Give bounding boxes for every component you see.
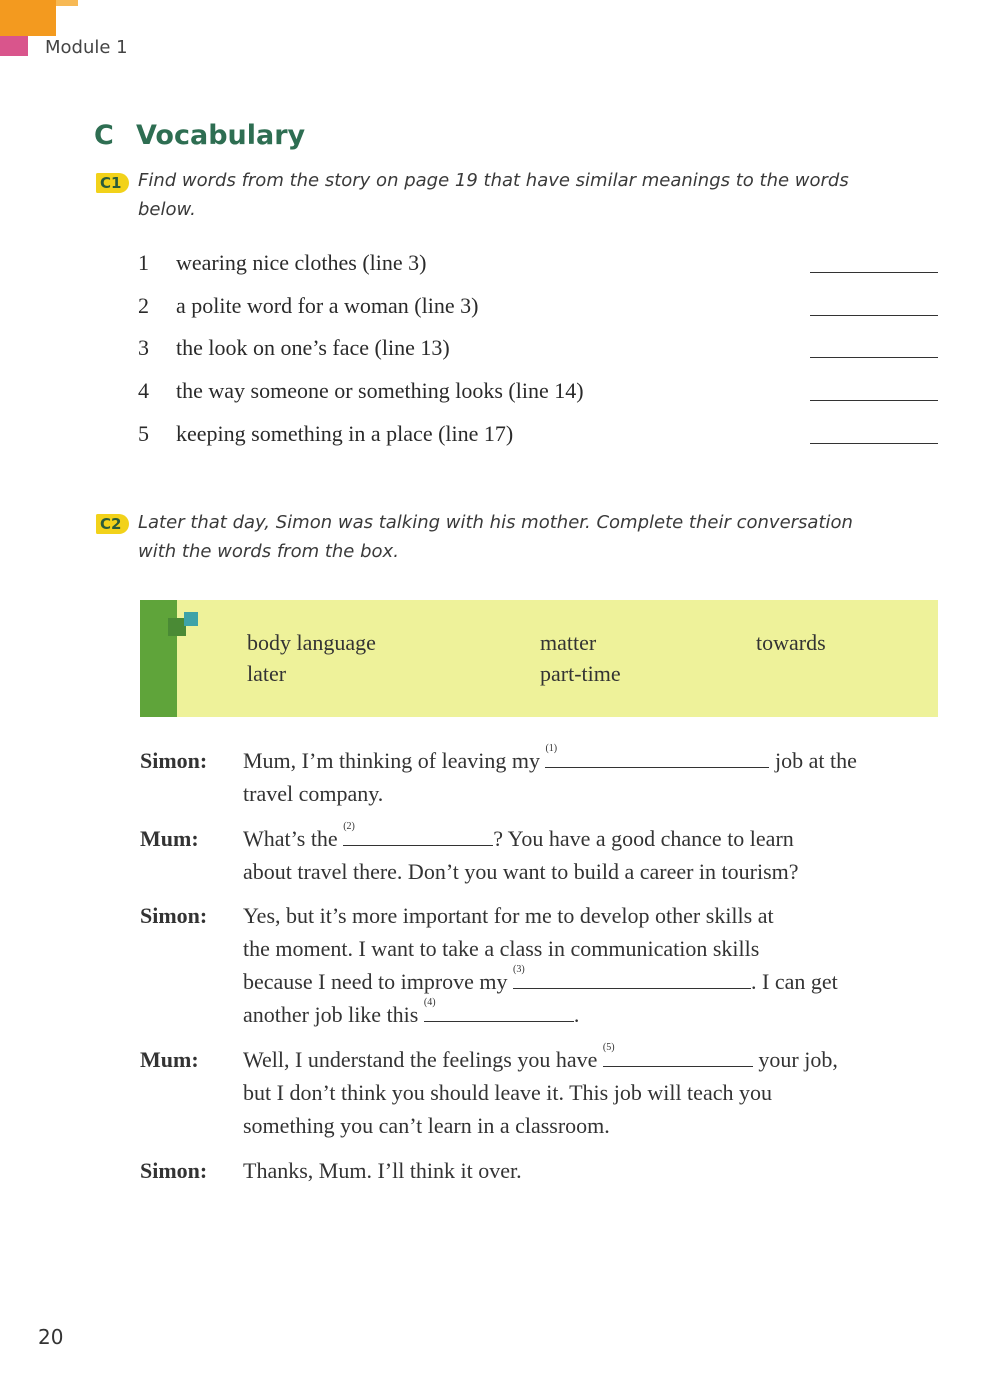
c1-item-number: 4 [138,378,149,403]
dialogue-text: . [573,1002,580,1027]
word-box-item: later [247,661,287,686]
c1-item-text: the way someone or something looks (line 14) [176,378,584,403]
dialogue-line: but I don’t think you should leave it. This job will teach you [243,1080,772,1105]
dialogue-text: ? You have a good chance to learn [493,826,794,851]
speaker-label: Mum: [140,1047,199,1072]
word-box-item: towards [756,630,826,655]
c1-instruction [138,166,849,224]
section-title-text: Vocabulary [136,120,306,151]
answer-blank[interactable] [810,357,938,358]
answer-gap-2[interactable] [343,821,493,846]
dialogue-text: Mum, I’m thinking of leaving my [243,748,540,773]
corner-decoration-pink [0,36,28,56]
corner-decoration-orange [0,0,56,36]
dialogue-line: about travel there. Don’t you want to build a career in tourism? [243,859,799,884]
dialogue-line: the moment. I want to take a class in communication skills [243,936,760,961]
section-letter: C [94,120,114,151]
exercise-badge-c2: C2 [96,514,129,534]
dialogue-line [243,964,838,995]
answer-blank[interactable] [810,272,938,273]
c1-item-text: wearing nice clothes (line 3) [176,250,427,275]
c1-item [138,293,938,323]
dialogue-text: your job, [758,1047,838,1072]
dialogue-text: job at the [774,748,857,773]
corner-decoration-orange-strip [56,0,78,6]
c2-instruction-line-1: Later that day, Simon was talking with his mother. Complete their conversation [138,512,853,533]
speaker-label: Simon: [140,1158,208,1183]
section-title [94,120,305,151]
dialogue-line: travel company. [243,781,384,806]
word-box-item: matter [540,630,597,655]
dialogue-line [243,1042,838,1073]
c1-item-text: keeping something in a place (line 17) [176,421,514,446]
answer-gap-1[interactable] [545,743,769,768]
c1-instruction-line-2: below. [138,199,196,220]
dialogue-text: Well, I understand the feelings you have [243,1047,598,1072]
c1-item [138,250,938,280]
c1-item [138,335,938,365]
dialogue-line [243,743,857,774]
speaker-label: Simon: [140,903,208,928]
c2-instruction [138,508,853,566]
gap-number: (1) [545,743,558,754]
c1-item [138,421,938,451]
answer-blank[interactable] [810,443,938,444]
dialogue-text: . I can get [751,969,838,994]
module-label: Module 1 [45,37,128,58]
exercise-badge-c1: C1 [96,173,129,193]
dialogue-line: Yes, but it’s more important for me to develop other skills at [243,903,774,928]
c2-instruction-line-2: with the words from the box. [138,541,399,562]
dialogue-text: What’s the [243,826,338,851]
word-box-item: part-time [540,661,621,686]
speaker-label: Simon: [140,748,208,773]
c1-item [138,378,938,408]
c1-item-number: 1 [138,250,149,275]
dialogue-line [243,997,580,1028]
dialogue-line: something you can’t learn in a classroom. [243,1113,610,1138]
c1-item-number: 2 [138,293,149,318]
gap-number: (2) [343,821,355,832]
c1-item-text: a polite word for a woman (line 3) [176,293,479,318]
gap-number: (5) [602,1042,615,1053]
speaker-label: Mum: [140,826,199,851]
gap-number: (4) [423,997,436,1008]
gap-number: (3) [513,964,525,975]
c1-item-number: 5 [138,421,149,446]
page-number: 20 [38,1325,64,1349]
c1-item-number: 3 [138,335,149,360]
word-box-item: body language [247,630,376,655]
c1-item-text: the look on one’s face (line 13) [176,335,450,360]
c1-instruction-line-1: Find words from the story on page 19 that have similar meanings to the words [138,170,849,191]
word-box [140,600,938,717]
word-box-square-icon [184,612,198,626]
dialogue-text: another job like this [243,1002,419,1027]
answer-blank[interactable] [810,315,938,316]
dialogue-text: because I need to improve my [243,969,508,994]
answer-gap-3[interactable] [513,964,751,989]
answer-blank[interactable] [810,400,938,401]
answer-gap-5[interactable] [602,1042,753,1067]
answer-gap-4[interactable] [423,997,574,1022]
dialogue-line: Thanks, Mum. I’ll think it over. [243,1158,522,1183]
dialogue-line [243,821,794,852]
